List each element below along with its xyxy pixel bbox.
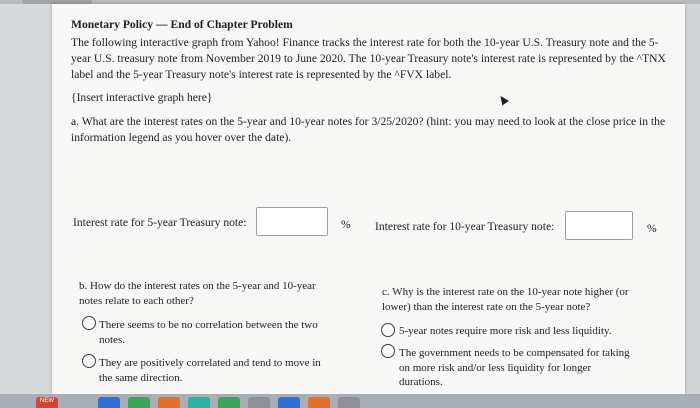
app-blue-icon[interactable] xyxy=(98,397,120,408)
graph-placeholder: {Insert interactive graph here} xyxy=(71,91,213,104)
five-year-percent-unit: % xyxy=(341,218,351,231)
question-c-line-1: c. Why is the interest rate on the 10-year note higher (or xyxy=(382,286,629,298)
intro-line-3: label and the 5-year Treasury note's interest rate is represented by the ^FVX label. xyxy=(71,68,452,81)
app-blue-2-icon[interactable] xyxy=(278,397,300,408)
question-b-option-2-line-1: They are positively correlated and tend to move in xyxy=(99,357,321,369)
left-gutter xyxy=(0,4,52,394)
question-c-option-2-line-2: on more risk and/or less liquidity for longer xyxy=(399,362,592,374)
question-a-line-1: a. What are the interest rates on the 5-year and 10-year notes for 3/25/2020? (hint: you may need to look at the close price in the xyxy=(71,115,666,128)
question-c-option-2-radio[interactable] xyxy=(381,344,395,358)
question-c-option-2-line-1: The government needs to be compensated for taking xyxy=(399,347,630,359)
right-gutter xyxy=(685,4,700,394)
question-b-option-1-line-1: There seems to be no correlation between the two xyxy=(99,319,318,331)
question-b-option-2-radio[interactable] xyxy=(82,354,96,368)
question-b-option-1-line-2: notes. xyxy=(99,334,125,346)
app-orange-2-icon[interactable] xyxy=(308,397,330,408)
five-year-rate-label: Interest rate for 5-year Treasury note: xyxy=(73,216,247,229)
question-c-option-1-line-1: 5-year notes require more risk and less liquidity. xyxy=(399,325,612,337)
question-a-line-2: information legend as you hover over the date). xyxy=(71,131,292,144)
question-c-option-2-line-3: durations. xyxy=(399,376,443,388)
question-c-line-2: lower) than the interest rate on the 5-year note? xyxy=(382,301,591,313)
taskbar-dock xyxy=(0,394,700,408)
app-teal-icon[interactable] xyxy=(188,397,210,408)
app-gray-icon[interactable] xyxy=(248,397,270,408)
app-green-icon[interactable] xyxy=(128,397,150,408)
ten-year-rate-label: Interest rate for 10-year Treasury note: xyxy=(375,220,555,233)
new-badge[interactable]: NEW xyxy=(36,397,58,408)
question-b-line-1: b. How do the interest rates on the 5-year and 10-year xyxy=(79,280,316,292)
intro-line-2: year U.S. treasury note from November 2019 to June 2020. The 10-year Treasury note's interest rate is represented by the ^TNX xyxy=(71,52,666,65)
question-b-option-1-radio[interactable] xyxy=(82,316,96,330)
five-year-rate-input[interactable] xyxy=(256,207,328,236)
question-b-option-2-line-2: the same direction. xyxy=(99,372,183,384)
app-gray-2-icon[interactable] xyxy=(338,397,360,408)
question-c-option-1-radio[interactable] xyxy=(381,323,395,337)
app-orange-icon[interactable] xyxy=(158,397,180,408)
ten-year-rate-input[interactable] xyxy=(565,211,633,240)
question-b-line-2: notes relate to each other? xyxy=(79,295,194,307)
problem-title: Monetary Policy — End of Chapter Problem xyxy=(71,18,293,31)
intro-line-1: The following interactive graph from Yahoo! Finance tracks the interest rate for both the 10-year U.S. Treasury note and the 5- xyxy=(71,36,659,49)
app-green-2-icon[interactable] xyxy=(218,397,240,408)
ten-year-percent-unit: % xyxy=(647,222,657,235)
